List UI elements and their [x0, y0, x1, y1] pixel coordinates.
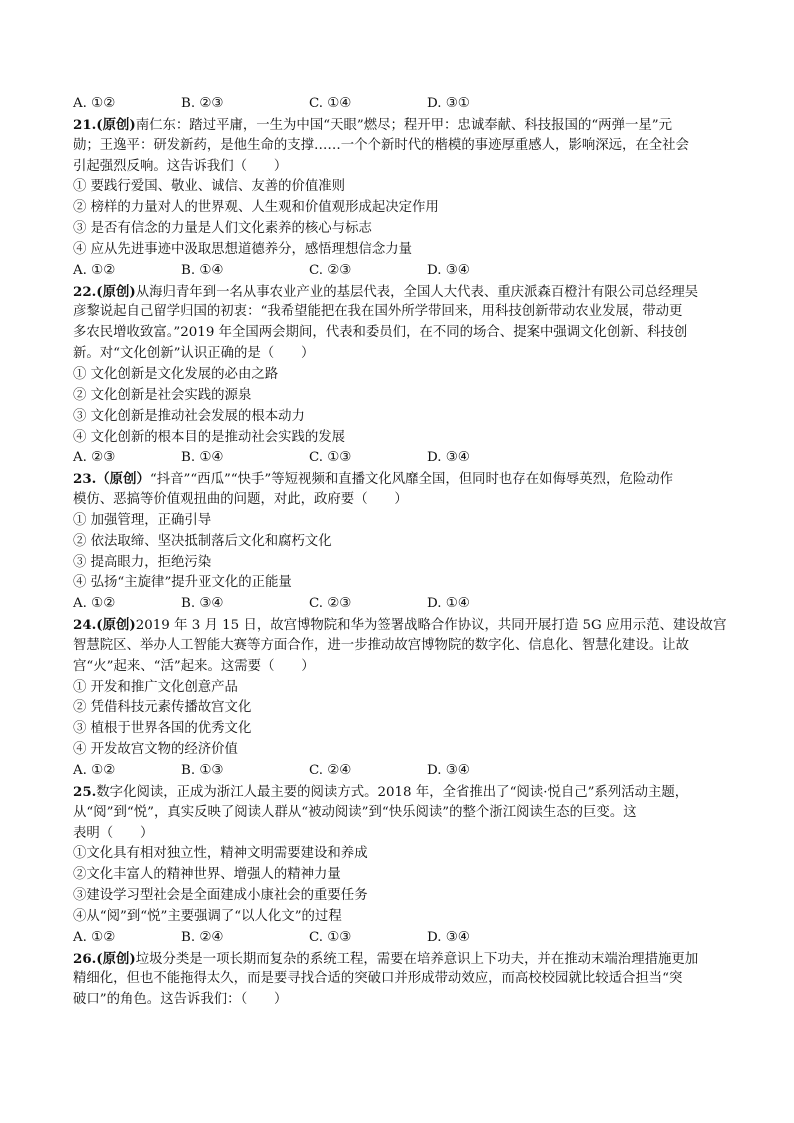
text-line: ③ 文化创新是推动社会发展的根本动力 — [73, 408, 305, 424]
option-c: C. ②④ — [309, 763, 352, 778]
option-d: D. ③④ — [427, 262, 470, 278]
option-d: D. ③④ — [427, 763, 470, 778]
text-line: 破口”的角色。这告诉我们：（ ） — [73, 992, 288, 1008]
text-line: ① 要践行爱国、敬业、诚信、友善的价值准则 — [73, 179, 346, 195]
question-stem — [73, 782, 723, 803]
question-stem — [73, 115, 723, 136]
option-b: B. ②③ — [181, 96, 224, 111]
question-number: 26. — [73, 950, 97, 967]
question-number: 22. — [73, 283, 97, 300]
text-line: 彦黎说起自己留学归国的初衷：“我希望能把在我在国外所学带回来，用科技创新带动农业发展，带动更 — [73, 304, 683, 320]
question-text: 从海归青年到一名从事农业产业的基层代表，全国人大代表、重庆派森百橙汁有限公司总经理吴 — [135, 284, 699, 300]
option-c: C. ②③ — [309, 262, 352, 278]
option-a: A. ①② — [73, 596, 116, 612]
question-number: 21. — [73, 116, 97, 133]
question-stem — [73, 615, 727, 636]
question-number: 24. — [73, 617, 97, 634]
answer-options — [73, 261, 723, 282]
original-tag: (原创) — [96, 283, 136, 300]
question-text: 南仁东：踏过平庸，一生为中国“天眼”燃尽；程开甲：忠诚奉献、科技报国的“两弹一星”元 — [135, 117, 672, 133]
text-line: 智慧院区、举办人工智能大赛等方面合作，进一步推动故宫博物院的数字化、信息化、智慧化建设。让故 — [73, 637, 689, 653]
option-d: D. ③① — [427, 96, 470, 111]
question-number: 23. — [73, 471, 97, 488]
text-line: 模仿、恶搞等价值观扭曲的问题，对此，政府要（ ） — [73, 492, 408, 508]
option-b: B. ①③ — [181, 763, 224, 778]
text-line: ④从“阅”到“悦”主要强调了“以人化文”的过程 — [73, 908, 342, 924]
option-d: D. ③④ — [427, 450, 470, 466]
text-line: ① 文化创新是文化发展的必由之路 — [73, 366, 279, 382]
text-line: ③建设学习型社会是全面建成小康社会的重要任务 — [73, 888, 368, 904]
option-d: D. ①④ — [427, 596, 470, 612]
question-stem — [73, 949, 723, 970]
text-line: ① 加强管理，正确引导 — [73, 512, 212, 528]
text-line: 表明（ ） — [73, 825, 154, 841]
text-line: ③ 是否有信念的力量是人们文化素养的核心与标志 — [73, 221, 372, 237]
option-b: B. ①④ — [181, 262, 224, 278]
text-line: ② 凭借科技元素传播故宫文化 — [73, 700, 252, 716]
text-line: ③ 提高眼力，拒绝污染 — [73, 554, 212, 570]
text-line: ② 榜样的力量对人的世界观、人生观和价值观形成起决定作用 — [73, 200, 439, 216]
original-tag: (原创) — [96, 116, 136, 133]
question-number: 25. — [73, 783, 97, 800]
text-line: 勋；王逸平：研发新药，是他生命的支撑……一个个新时代的楷模的事迹厚重感人，影响深远，在全社会 — [73, 137, 689, 153]
option-a: A. ①② — [73, 262, 116, 278]
question-list — [73, 94, 727, 1011]
option-b: B. ①④ — [181, 450, 224, 466]
text-line: ③ 植根于世界各国的优秀文化 — [73, 721, 252, 737]
answer-options — [73, 761, 723, 782]
text-line: ② 依法取缔、坚决抵制落后文化和腐朽文化 — [73, 533, 332, 549]
question-text: “抖音”“西瓜”“快手”等短视频和直播文化风靡全国，但同时也存在如侮辱英烈，危险动作 — [149, 472, 673, 488]
text-line: ② 文化创新是社会实践的源泉 — [73, 387, 252, 403]
text-line: 新。对“文化创新”认识正确的是（ ） — [73, 346, 315, 362]
option-b: B. ②④ — [181, 929, 224, 945]
option-c: C. ①③ — [309, 450, 352, 466]
question-text: 2019 年 3 月 15 日，故宫博物院和华为签署战略合作协议，共同开展打造 5G 应用示范、建设故宫 — [135, 618, 727, 634]
option-d: D. ③④ — [427, 929, 470, 945]
option-c: C. ②③ — [309, 596, 352, 612]
text-line: ④ 应从先进事迹中汲取思想道德养分，感悟理想信念力量 — [73, 241, 413, 257]
option-c: C. ①④ — [309, 96, 352, 111]
option-c: C. ①③ — [309, 929, 352, 945]
text-line: ④ 弘扬“主旋律”提升亚文化的正能量 — [73, 575, 292, 591]
text-line: 宫“火”起来、“活”起来。这需要（ ） — [73, 658, 315, 674]
original-tag: (原创) — [96, 950, 136, 967]
option-a: A. ①② — [73, 929, 116, 945]
original-tag: (原创) — [96, 617, 136, 634]
original-tag: （原创） — [96, 471, 150, 488]
text-line: 从“阅”到“悦”，真实反映了阅读人群从“被动阅读”到“快乐阅读”的整个浙江阅读生态的巨变。这 — [73, 804, 637, 820]
text-line: ① 开发和推广文化创意产品 — [73, 679, 238, 695]
question-stem — [73, 469, 723, 490]
option-a: A. ①② — [73, 96, 116, 111]
option-a: A. ①② — [73, 763, 116, 778]
text-line: ①文化具有相对独立性，精神文明需要建设和养成 — [73, 846, 368, 862]
answer-options — [73, 94, 723, 115]
text-line: ②文化丰富人的精神世界、增强人的精神力量 — [73, 867, 341, 883]
text-line: ④ 开发故宫文物的经济价值 — [73, 742, 238, 758]
answer-options — [73, 594, 723, 615]
question-text: 垃圾分类是一项长期而复杂的系统工程，需要在培养意识上下功夫，并在推动末端治理措施更加 — [135, 951, 699, 967]
answer-options — [73, 448, 723, 469]
option-b: B. ③④ — [181, 596, 224, 612]
text-line: 精细化，但也不能拖得太久，而是要寻找合适的突破口并形成带动效应，而高校校园就比较适合担当“突 — [73, 971, 683, 987]
text-line: ④ 文化创新的根本目的是推动社会实践的发展 — [73, 429, 346, 445]
answer-options — [73, 928, 723, 949]
option-a: A. ②③ — [73, 450, 116, 466]
question-stem — [73, 282, 723, 303]
text-line: 多农民增收致富。”2019 年全国两会期间，代表和委员们，在不同的场合、提案中强调文化创新、科技创 — [73, 325, 688, 341]
question-text: 数字化阅读，正成为浙江人最主要的阅读方式。2018 年，全省推出了“阅读·悦自己”系列活动主题， — [96, 784, 689, 800]
text-line: 引起强烈反响。这告诉我们（ ） — [73, 158, 288, 174]
